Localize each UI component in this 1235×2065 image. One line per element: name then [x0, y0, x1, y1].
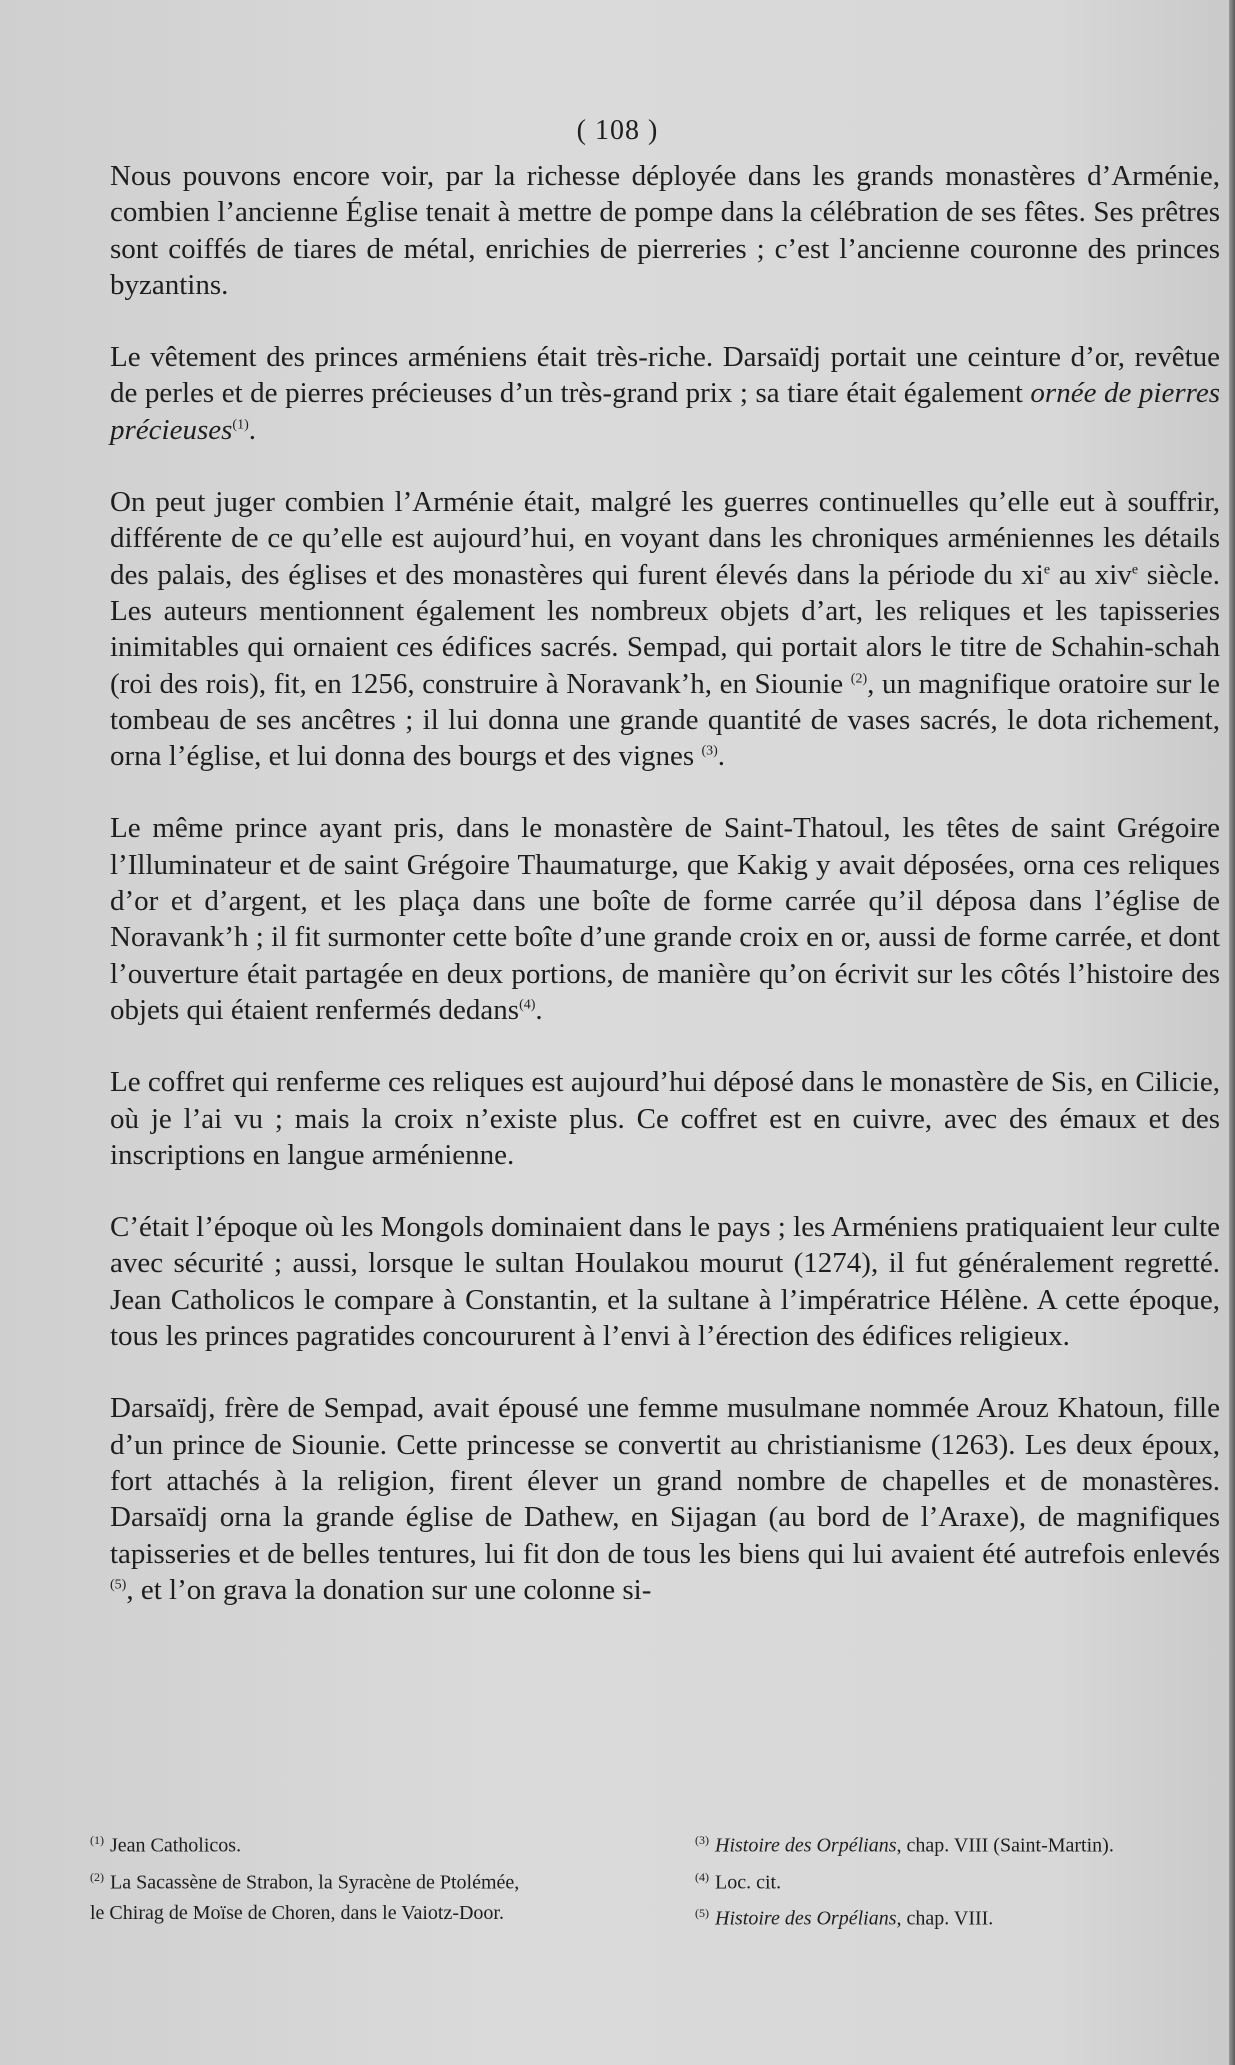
text-run: au xiv	[1050, 558, 1132, 591]
footnote	[695, 1862, 1235, 1899]
body-text	[110, 158, 1220, 1644]
paragraph	[110, 1064, 1220, 1173]
footnote-text: Jean Catholicos.	[110, 1834, 242, 1857]
page-number: ( 108 )	[576, 115, 659, 146]
text-run: On peut juger combien l’Arménie était, malgré les guerres continuelles qu’elle eut à souffrir, différente de ce qu’elle est aujourd’hui, en voyant dans les chroniques arméniennes les détails des palais, des églises et des monastères qui furent élevés dans la période du xi	[110, 486, 1220, 591]
footnote-title: Histoire des Orpélians	[715, 1834, 897, 1857]
paragraph	[110, 1390, 1220, 1608]
footnote-reference: (1)	[232, 417, 249, 433]
footnote-reference: (5)	[110, 1577, 127, 1593]
footnote	[695, 1825, 1235, 1862]
footnote-text: La Sacassène de Strabon, la Syracène de Ptolémée,	[110, 1871, 520, 1894]
paragraph	[110, 1209, 1220, 1354]
footnote-mark: (1)	[90, 1833, 104, 1847]
paragraph	[110, 810, 1220, 1028]
footnotes-left-column	[90, 1825, 650, 1929]
text-run: , un magnifique oratoire sur le tombeau de ses ancêtres ; il lui donna une grande quantité de vases sacrés, le dota richement, orna l’église, et lui donna des bourgs et des vignes	[110, 667, 1220, 773]
text-run: Le vêtement des princes arméniens était très-riche. Darsaïdj portait une ceinture d’or, revêtue de perles et de pierres précieuses d’un très-grand prix ; sa tiare était également	[110, 341, 1220, 410]
paragraph	[110, 484, 1220, 774]
text-run: .	[535, 993, 543, 1026]
footnote	[90, 1898, 650, 1929]
text-run: C’était l’époque où les Mongols dominaient dans le pays ; les Arméniens pratiquaient leur culte avec sécurité ; aussi, lorsque le sultan Houlakou mourut (1274), il fut généralement regretté. Jean Catholicos le compare à Constantin, et la sultane à l’impératrice Hélène. A cette époque, tous les princes pagratides concoururent à l’envi à l’érection des édifices religieux.	[110, 1211, 1220, 1353]
text-run: .	[717, 740, 726, 773]
footnote-text: , chap. VIII.	[896, 1907, 994, 1930]
footnote-text: Loc. cit.	[715, 1871, 782, 1894]
superscript: e	[1043, 562, 1051, 578]
text-run: , et l’on grava la donation sur une colonne si-	[126, 1573, 652, 1606]
footnote	[90, 1825, 650, 1862]
footnote-mark: (5)	[695, 1906, 709, 1921]
text-run: Le même prince ayant pris, dans le monastère de Saint-Thatoul, les têtes de saint Grégoire l’Illuminateur et de saint Grégoire Thaumaturge, que Kakig y avait déposées, orna ces reliques d’or et d’argent, et les plaça dans une boîte de forme carrée qu’il déposa dans l’église de Noravank’h ; il fit surmonter cette boîte d’une grande croix en or, aussi de forme carrée, et dont l’ouverture était partagée en deux portions, de manière qu’on écrivit sur les côtés l’histoire des objets qui étaient renfermés dedans	[110, 812, 1220, 1026]
footnote-reference: (2)	[850, 670, 868, 686]
footnote-mark: (4)	[695, 1869, 709, 1884]
footnote-text: , chap. VIII (Saint-Martin).	[896, 1834, 1114, 1857]
text-run: Darsaïdj, frère de Sempad, avait épousé une femme musulmane nommée Arouz Khatoun, fille d’un prince de Siounie. Cette princesse se convertit au christianisme (1263). Les deux époux, fort attachés à la religion, firent élever un grand nombre de chapelles et de monastères. Darsaïdj orna la grande église de Dathew, en Sijagan (au bord de l’Araxe), de magnifiques tapisseries et de belles tentures, lui fit don de tous les biens qui lui avaient été autrefois enlevés	[110, 1392, 1220, 1570]
superscript: e	[1131, 562, 1139, 578]
footnote-title: Histoire des Orpélians	[715, 1907, 897, 1930]
text-run: Le coffret qui renferme ces reliques est aujourd’hui déposé dans le monastère de Sis, en Cilicie, où je l’ai vu ; mais la croix n’existe plus. Ce coffret est en cuivre, avec des émaux et des inscriptions en langue arménienne.	[110, 1066, 1220, 1171]
footnote	[695, 1898, 1235, 1935]
footnote-reference: (4)	[519, 997, 536, 1013]
text-run: siècle. Les auteurs mentionnent également les nombreux objets d’art, les reliques et les tapisseries inimitables qui ornaient ces édifices sacrés. Sempad, qui portait alors le titre de Schahin-schah (roi des rois), fit, en 1256, construire à Noravank’h, en Siounie	[110, 558, 1220, 700]
italic-text: ornée de pierres précieuses	[110, 377, 1220, 446]
footnote-text: le Chirag de Moïse de Choren, dans le Vaiotz-Door.	[90, 1902, 504, 1925]
paragraph	[110, 339, 1220, 448]
footnotes-right-column	[695, 1825, 1235, 1935]
text-run: .	[248, 413, 256, 446]
footnote-reference: (3)	[701, 743, 718, 759]
footnote-mark: (2)	[90, 1869, 104, 1884]
footnote-mark: (3)	[695, 1833, 709, 1847]
text-run: Nous pouvons encore voir, par la richesse déployée dans les grands monastères d’Arménie, combien l’ancienne Église tenait à mettre de pompe dans la célébration de ses fêtes. Ses prêtres sont coiffés de tiares de métal, enrichies de pierreries ; c’est l’ancienne couronne des princes byzantins.	[110, 160, 1220, 301]
footnote	[90, 1862, 650, 1899]
paragraph	[110, 158, 1220, 303]
